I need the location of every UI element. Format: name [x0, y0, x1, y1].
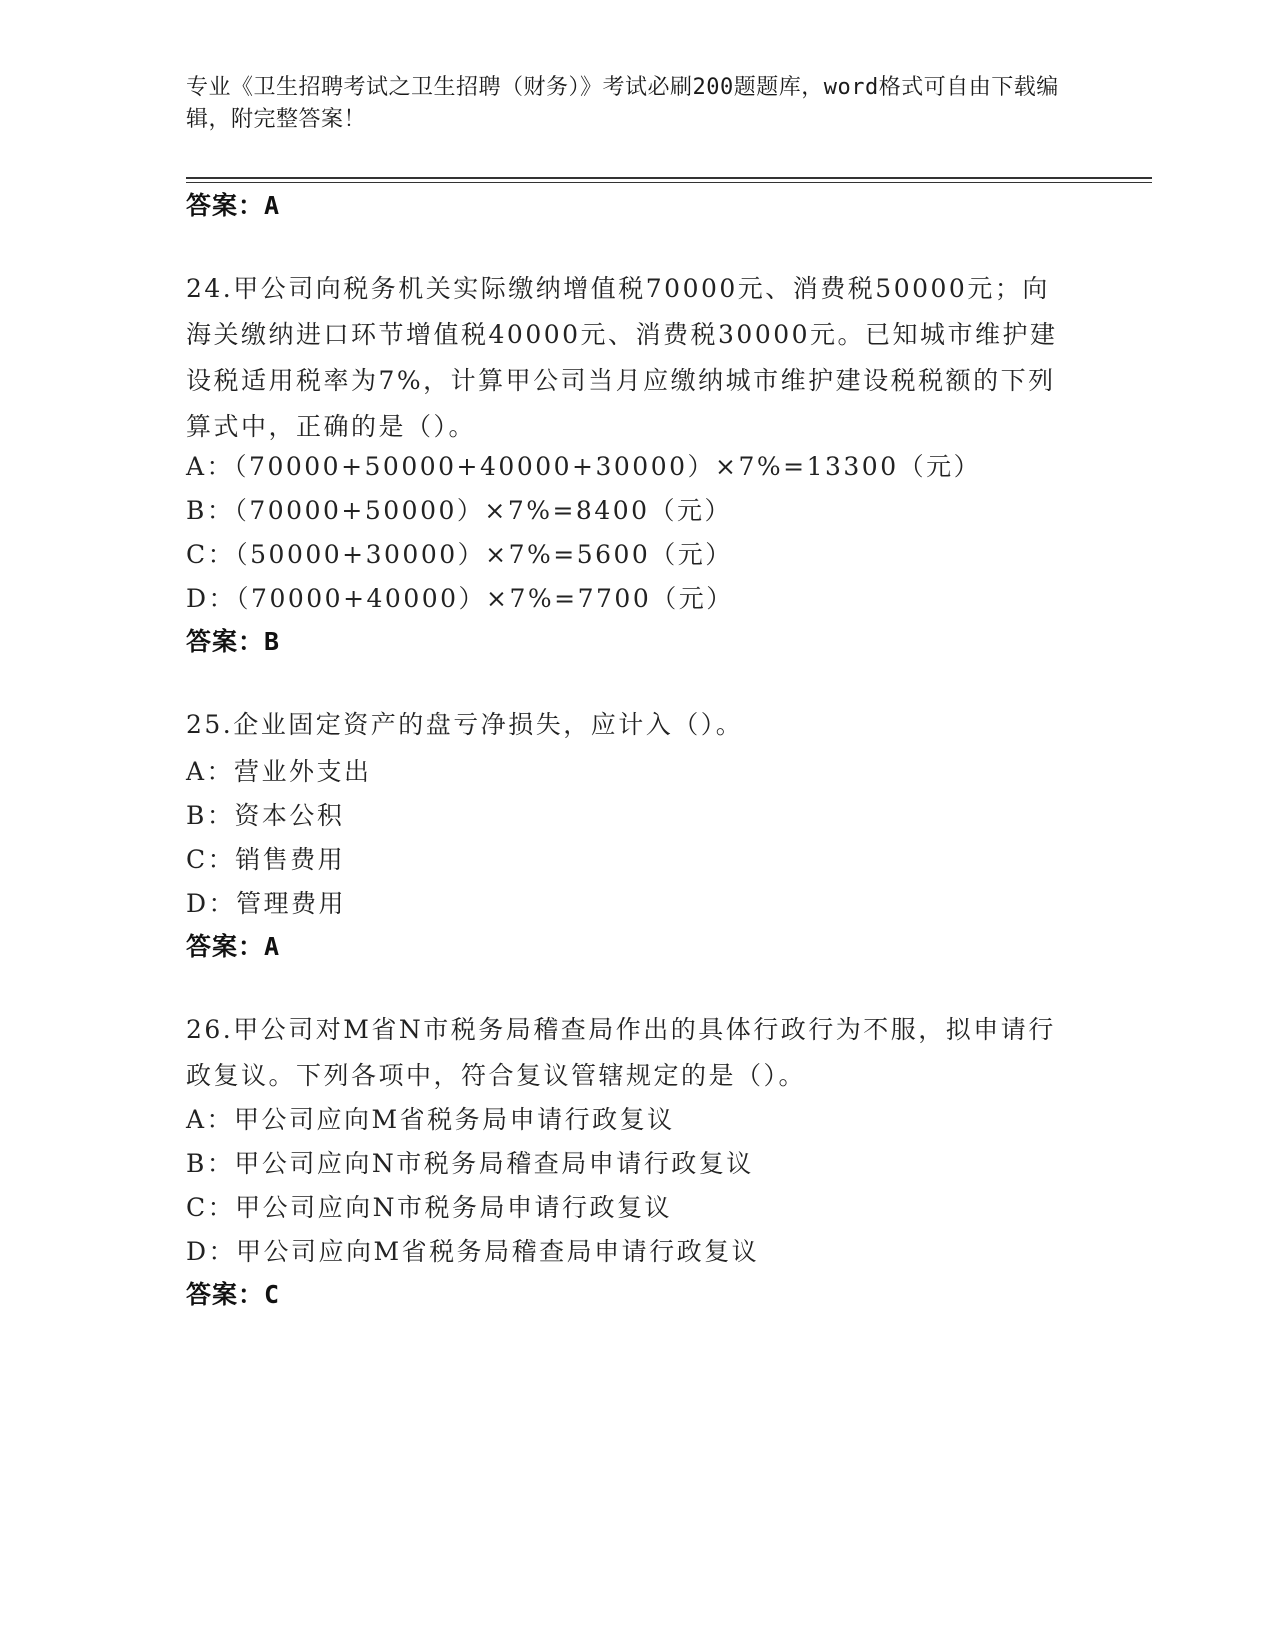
question-25-option-b: B：资本公积 — [186, 801, 345, 830]
question-26-stem: 26.甲公司对M省N市税务局稽查局作出的具体行政行为不服，拟申请行政复议。下列各项中，符合复议管辖规定的是（）。 — [186, 1015, 1056, 1090]
question-24-option-b: B：（70000+50000）×7%=8400（元） — [186, 496, 733, 525]
answer-q23: 答案：A — [186, 191, 281, 220]
header-rule-thick — [186, 177, 1152, 179]
question-25-option-a: A：营业外支出 — [186, 757, 372, 786]
answer-q25: 答案：A — [186, 932, 281, 961]
question-26-option-b: B：甲公司应向N市税务局稽查局申请行政复议 — [186, 1149, 754, 1178]
document-header: 专业《卫生招聘考试之卫生招聘（财务）》考试必刷200题题库，word格式可自由下载编辑，附完整答案！ — [186, 75, 1059, 132]
question-24-option-a: A：（70000+50000+40000+30000）×7%=13300（元） — [186, 452, 982, 481]
question-25-stem: 25.企业固定资产的盘亏净损失，应计入（）。 — [186, 710, 744, 739]
question-25-option-d: D：管理费用 — [186, 889, 347, 918]
question-26-option-a: A：甲公司应向M省税务局申请行政复议 — [186, 1105, 675, 1134]
answer-q24: 答案：B — [186, 627, 281, 656]
header-rule-thin — [186, 182, 1152, 183]
question-24-option-d: D：（70000+40000）×7%=7700（元） — [186, 584, 734, 613]
question-24-option-c: C：（50000+30000）×7%=5600（元） — [186, 540, 733, 569]
question-25-option-c: C：销售费用 — [186, 845, 346, 874]
question-26-option-d: D：甲公司应向M省税务局稽查局申请行政复议 — [186, 1237, 760, 1266]
question-26-option-c: C：甲公司应向N市税务局申请行政复议 — [186, 1193, 673, 1222]
question-24-stem: 24.甲公司向税务机关实际缴纳增值税70000元、消费税50000元；向海关缴纳进口环节增值税40000元、消费税30000元。已知城市维护建设税适用税率为7%，计算甲公司当月应缴纳城市维护建设税税额的下列算式中，正确的是（）。 — [186, 274, 1058, 441]
answer-q26: 答案：C — [186, 1280, 281, 1309]
